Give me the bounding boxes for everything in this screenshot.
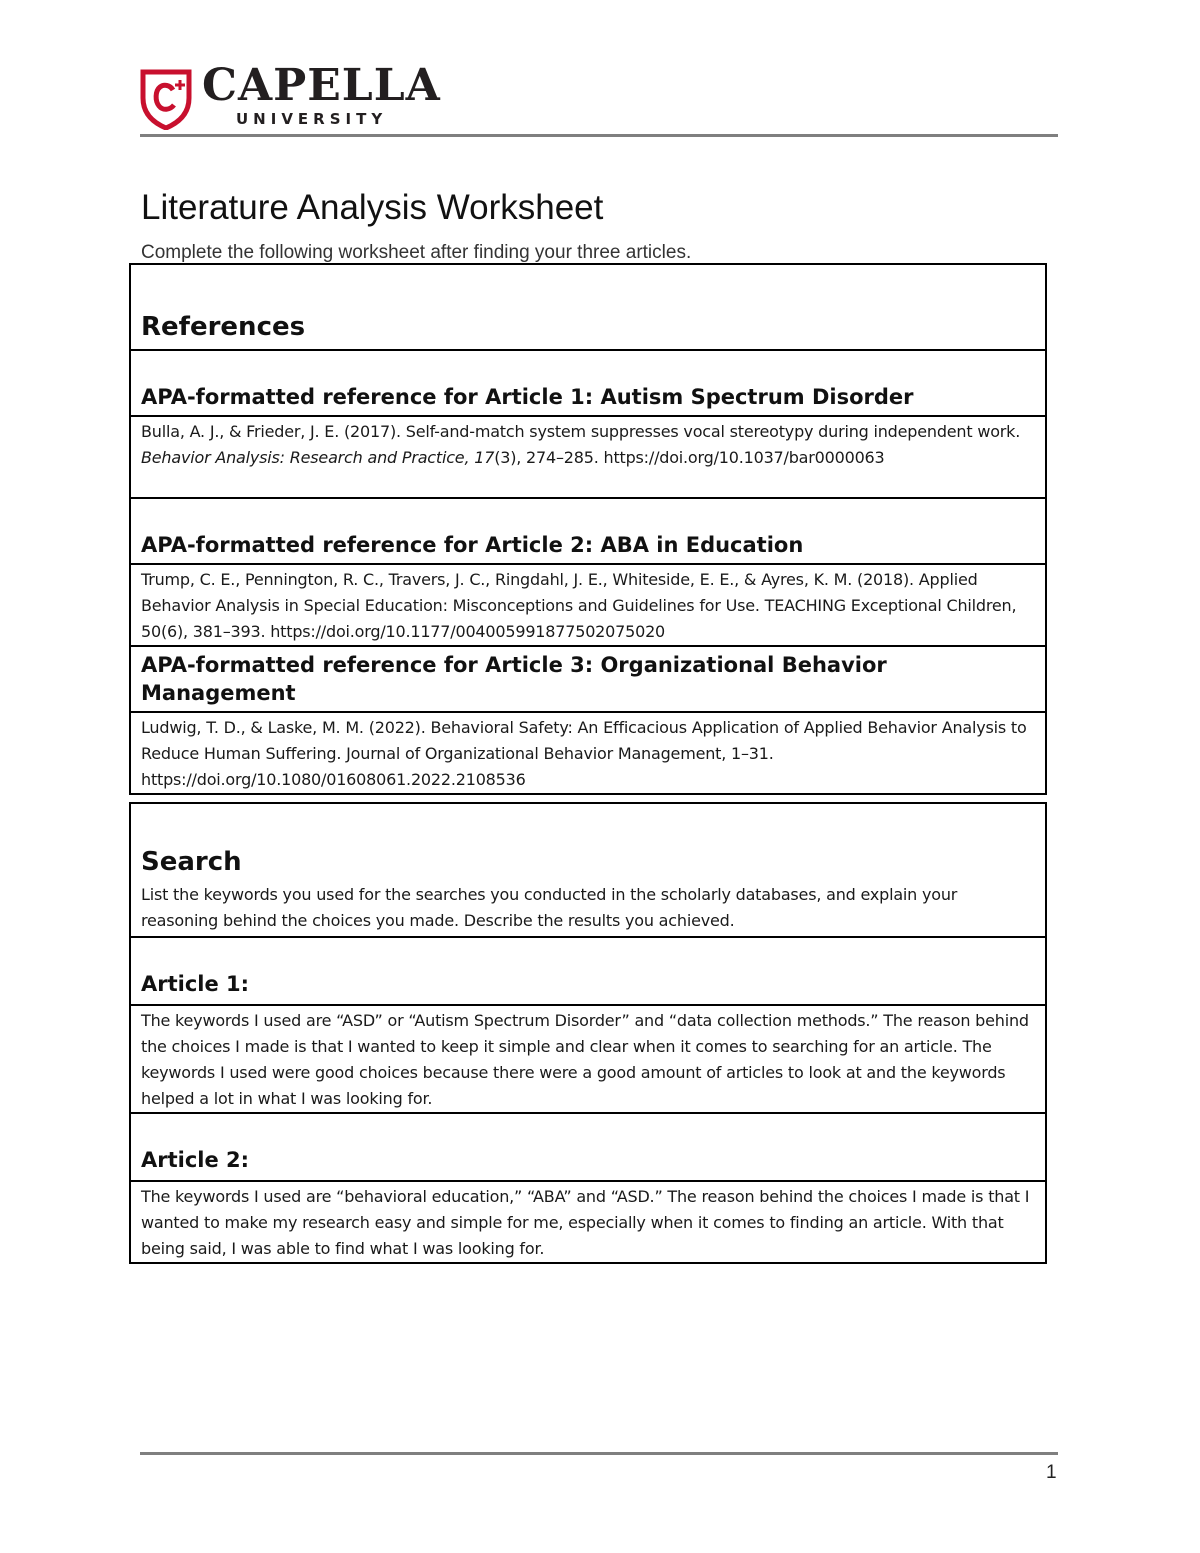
article-2-reference-row [130, 564, 1046, 646]
search-article-2-heading: Article 2: [141, 1148, 250, 1172]
references-table [129, 263, 1047, 795]
article-2-reference-heading: APA-formatted reference for Article 2: ABA in Education [141, 533, 804, 557]
article-1-reference-heading: APA-formatted reference for Article 1: Autism Spectrum Disorder [141, 385, 914, 409]
article-1-reference: Bulla, A. J., & Frieder, J. E. (2017). Self-and-match system suppresses vocal stereotypy during independent work. Behavior Analysis: Research and Practice, 17(3), 274–285. https://doi.org/10.1037/bar0000063 [141, 422, 1021, 467]
article-3-reference: Ludwig, T. D., & Laske, M. M. (2022). Behavioral Safety: An Efficacious Application of Applied Behavior Analysis to Reduce Human Suffering. Journal of Organizational Behavior Management, 1–31. https://doi.org/10.1080/01608061.2022.2108536 [141, 718, 1027, 789]
search-article-1-heading-row [130, 937, 1046, 1005]
logo-wordmark: CAPELLA [202, 60, 441, 111]
article-3-heading-row [130, 646, 1046, 712]
footer-divider [140, 1452, 1058, 1455]
article-3-reference-heading: APA-formatted reference for Article 3: Organizational Behavior Management [141, 653, 887, 705]
search-heading: Search [141, 847, 242, 877]
search-article-1-row [130, 1005, 1046, 1113]
search-article-1-text: The keywords I used are “ASD” or “Autism Spectrum Disorder” and “data collection methods.” The reason behind the choices I made is that I wanted to keep it simple and clear when it comes to searching for an article. The keywords I used were good choices because there were a good amount of articles to look at and the keywords helped a lot in what I was looking for. [141, 1011, 1029, 1108]
references-heading-row [130, 264, 1046, 350]
journal-title: Behavior Analysis: Research and Practice [141, 448, 465, 467]
page-title: Literature Analysis Worksheet [141, 188, 604, 227]
article-2-reference: Trump, C. E., Pennington, R. C., Travers, J. C., Ringdahl, J. E., Whiteside, E. E., & Ayres, K. M. (2018). Applied Behavior Analysis in Special Education: Misconceptions and Guidelines for Use. TEACHING Exceptional Children, 50(6), 381–393. https://doi.org/10.1177/0040059918775020​75020 [141, 570, 1017, 641]
logo-subtitle: UNIVERSITY [236, 110, 388, 128]
search-article-2-row [130, 1181, 1046, 1263]
capella-logo [140, 60, 441, 132]
intro-text: Complete the following worksheet after finding your three articles. [141, 242, 692, 263]
header-divider [140, 134, 1058, 137]
article-2-heading-row [130, 498, 1046, 564]
search-article-2-text: The keywords I used are “behavioral education,” “ABA” and “ASD.” The reason behind the choices I made is that I wanted to make my research easy and simple for me, especially when it comes to finding an article. With that being said, I was able to find what I was looking for. [141, 1187, 1030, 1258]
search-instructions: List the keywords you used for the searches you conducted in the scholarly databases, and explain your reasoning behind the choices you made. Describe the results you achieved. [141, 885, 958, 930]
page-number: 1 [1046, 1462, 1057, 1483]
search-heading-row [130, 803, 1046, 937]
article-1-heading-row [130, 350, 1046, 416]
search-table [129, 802, 1047, 1264]
volume-number: 17 [474, 448, 495, 467]
search-article-1-heading: Article 1: [141, 972, 250, 996]
article-1-reference-row [130, 416, 1046, 498]
references-heading: References [141, 312, 306, 342]
search-article-2-heading-row [130, 1113, 1046, 1181]
article-3-reference-row [130, 712, 1046, 794]
shield-logo-icon [140, 68, 192, 130]
